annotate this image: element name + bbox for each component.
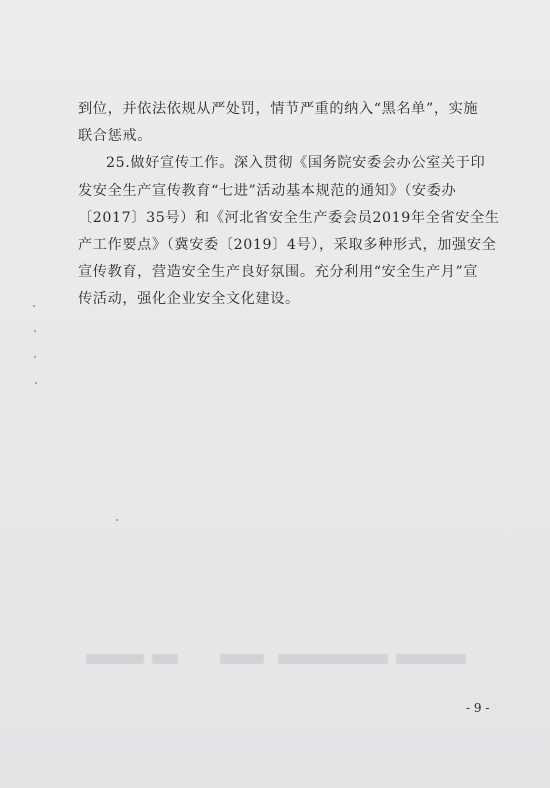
scan-speck xyxy=(34,356,36,358)
paragraph-line: 到位，并依法依规从严处罚，情节严重的纳入“黑名单”，实施 xyxy=(78,101,479,117)
scan-speck xyxy=(116,519,118,521)
paragraph-line: 传活动，强化企业安全文化建设。 xyxy=(78,291,300,308)
show-through-text xyxy=(72,650,477,672)
page-number: - 9 - xyxy=(466,701,490,715)
paragraph-line: 宣传教育，营造安全生产良好氛围。充分利用“安全生产月”宣 xyxy=(78,264,479,281)
paragraph-line: 〔2017〕35号）和《河北省安全生产委会员2019年全省安全生 xyxy=(78,209,500,226)
scan-speck xyxy=(33,305,35,307)
paragraph-line: 联合惩戒。 xyxy=(78,128,152,145)
paragraph-line: 25.做好宣传工作。深入贯彻《国务院安委会办公室关于印 xyxy=(106,155,486,172)
scan-speck xyxy=(35,382,37,384)
paragraph-line: 发安全生产宣传教育“七进”活动基本规范的通知》（安委办 xyxy=(78,182,457,199)
paragraph-line: 产工作要点》（冀安委〔2019〕4号），采取多种形式，加强安全 xyxy=(78,237,497,254)
document-body xyxy=(78,96,500,314)
scan-speck xyxy=(34,330,36,332)
